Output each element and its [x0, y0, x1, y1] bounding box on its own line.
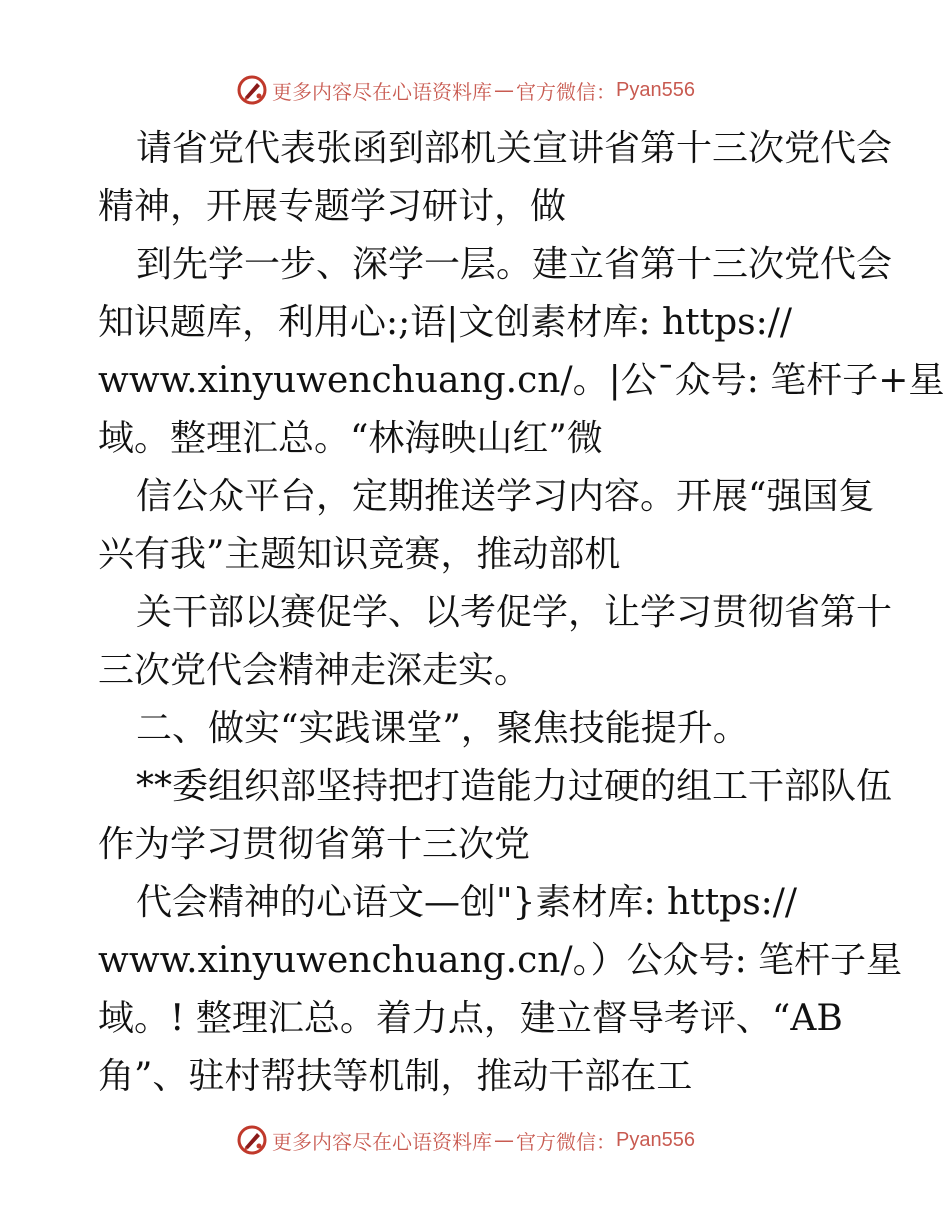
- text-line-4: 知识题库，利用心:;语|文创素材库: https://: [98, 302, 792, 343]
- text-line-2: 精神，开展专题学习研讨，做: [98, 186, 567, 227]
- banner-separator: —: [494, 78, 514, 102]
- text-line-5: www.xinyuwenchuang.cn/。|公¯众号: 笔杆子+星: [98, 360, 945, 401]
- pen-logo-icon: [236, 74, 268, 106]
- text-line-7: 信公众平台，定期推送学习内容。开展“强国复: [136, 476, 875, 517]
- text-line-8: 兴有我”主题知识竞赛，推动部机: [98, 534, 621, 575]
- text-line-15: www.xinyuwenchuang.cn/。）公众号: 笔杆子星: [98, 940, 903, 981]
- text-line-10: 三次党代会精神走深走实。: [98, 650, 531, 691]
- text-line-13: 作为学习贯彻省第十三次党: [98, 824, 531, 865]
- banner-wechat-label: 官方微信：: [516, 79, 616, 104]
- header-watermark-banner: [236, 72, 695, 108]
- text-line-11: 二、做实“实践课堂”，聚焦技能提升。: [136, 708, 749, 749]
- banner-wechat-label: 官方微信：: [516, 1129, 616, 1154]
- text-line-3: 到先学一步、深学一层。建立省第十三次党代会: [136, 244, 893, 285]
- text-line-14: 代会精神的心语文—创"}素材库: https://: [136, 882, 798, 923]
- banner-text: 更多内容尽在心语资料库: [272, 79, 492, 104]
- text-line-1: 请省党代表张函到部机关宣讲省第十三次党代会: [136, 128, 893, 169]
- pen-logo-icon: [236, 1124, 268, 1156]
- banner-text: 更多内容尽在心语资料库: [272, 1129, 492, 1154]
- text-line-17: 角”、驻村帮扶等机制，推动干部在工: [98, 1056, 693, 1097]
- banner-separator: —: [494, 1128, 514, 1152]
- banner-wechat-id: Pyan556: [616, 1128, 695, 1151]
- text-line-12: **委组织部坚持把打造能力过硬的组工干部队伍: [136, 766, 893, 807]
- footer-watermark-banner: [236, 1122, 695, 1158]
- text-line-16: 域。! 整理汇总。着力点，建立督导考评、“AB: [98, 998, 843, 1039]
- text-line-9: 关干部以赛促学、以考促学，让学习贯彻省第十: [136, 592, 893, 633]
- text-line-6: 域。整理汇总。“林海映山红”微: [98, 418, 603, 459]
- banner-wechat-id: Pyan556: [616, 78, 695, 101]
